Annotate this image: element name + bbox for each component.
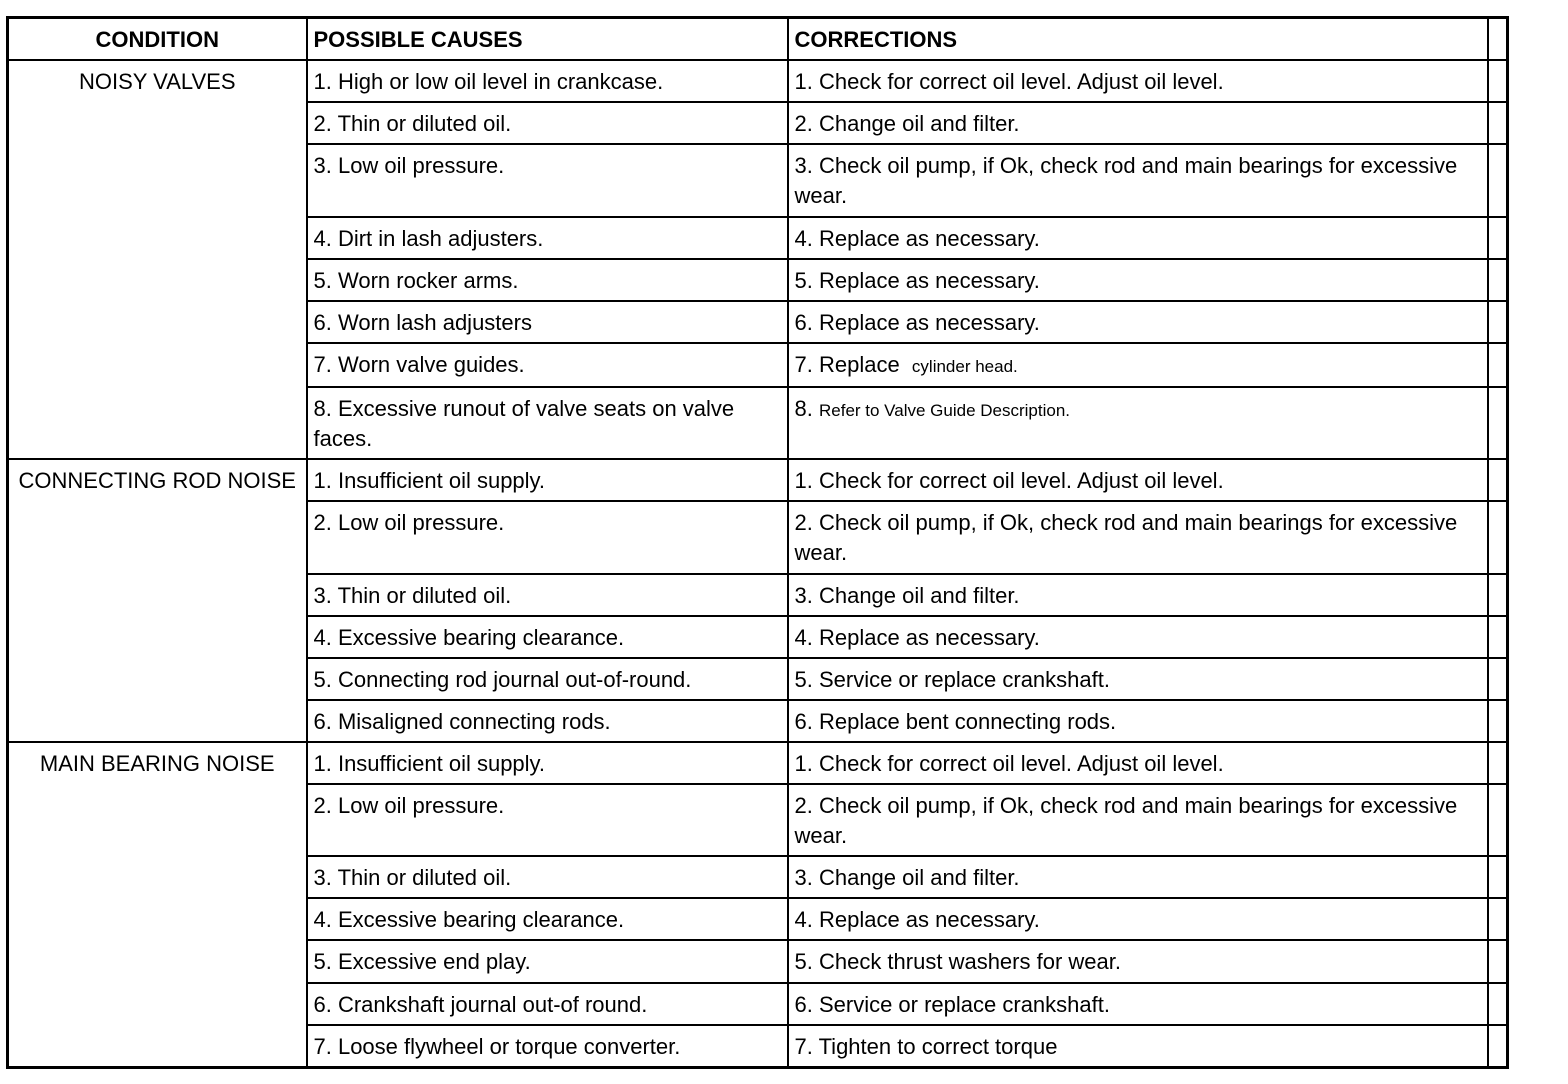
- spacer-cell: [1488, 259, 1508, 301]
- correction-prefix: 8.: [794, 395, 813, 421]
- correction-cell: 2. Check oil pump, if Ok, check rod and main bearings for excessive wear.: [788, 784, 1488, 856]
- correction-cell: 1. Check for correct oil level. Adjust oil level.: [788, 742, 1488, 784]
- spacer-cell: [1488, 60, 1508, 102]
- cause-cell: 7. Worn valve guides.: [307, 343, 788, 387]
- condition-main-bearing-noise: MAIN BEARING NOISE: [8, 742, 307, 1068]
- spacer-cell: [1488, 144, 1508, 216]
- cause-cell: 6. Misaligned connecting rods.: [307, 700, 788, 742]
- correction-cell: 6. Service or replace crankshaft.: [788, 983, 1488, 1025]
- spacer-cell: [1488, 301, 1508, 343]
- correction-cell: 3. Check oil pump, if Ok, check rod and main bearings for excessive wear.: [788, 144, 1488, 216]
- correction-cell: 6. Replace bent connecting rods.: [788, 700, 1488, 742]
- cause-cell: 1. Insufficient oil supply.: [307, 459, 788, 501]
- cause-cell: 2. Low oil pressure.: [307, 784, 788, 856]
- header-condition: CONDITION: [8, 18, 307, 61]
- correction-cell: 4. Replace as necessary.: [788, 217, 1488, 259]
- condition-noisy-valves: NOISY VALVES: [8, 60, 307, 459]
- spacer-cell: [1488, 856, 1508, 898]
- correction-cell: 1. Check for correct oil level. Adjust oil level.: [788, 60, 1488, 102]
- diagnosis-table: [6, 16, 1509, 1069]
- header-causes: POSSIBLE CAUSES: [307, 18, 788, 61]
- cause-cell: 5. Worn rocker arms.: [307, 259, 788, 301]
- cause-cell: 3. Thin or diluted oil.: [307, 574, 788, 616]
- cause-cell: 5. Excessive end play.: [307, 940, 788, 982]
- cause-cell: 4. Excessive bearing clearance.: [307, 898, 788, 940]
- correction-cell: 2. Check oil pump, if Ok, check rod and main bearings for excessive wear.: [788, 501, 1488, 573]
- cause-cell: 2. Thin or diluted oil.: [307, 102, 788, 144]
- spacer-cell: [1488, 940, 1508, 982]
- spacer-cell: [1488, 898, 1508, 940]
- correction-cell: 6. Replace as necessary.: [788, 301, 1488, 343]
- cause-cell: 6. Worn lash adjusters: [307, 301, 788, 343]
- cause-cell: 7. Loose flywheel or torque converter.: [307, 1025, 788, 1068]
- spacer-cell: [1488, 387, 1508, 459]
- correction-cell: 3. Change oil and filter.: [788, 574, 1488, 616]
- table-row: [8, 742, 1508, 784]
- cause-cell: 3. Thin or diluted oil.: [307, 856, 788, 898]
- spacer-cell: [1488, 459, 1508, 501]
- correction-cell: 5. Replace as necessary.: [788, 259, 1488, 301]
- correction-cell: 4. Replace as necessary.: [788, 616, 1488, 658]
- spacer-cell: [1488, 102, 1508, 144]
- spacer-cell: [1488, 616, 1508, 658]
- correction-cell: [788, 343, 1488, 387]
- cause-cell: 6. Crankshaft journal out-of round.: [307, 983, 788, 1025]
- cause-cell: 1. Insufficient oil supply.: [307, 742, 788, 784]
- cause-cell: 3. Low oil pressure.: [307, 144, 788, 216]
- correction-cell: 7. Tighten to correct torque: [788, 1025, 1488, 1068]
- correction-cell: 5. Service or replace crankshaft.: [788, 658, 1488, 700]
- cause-cell: 5. Connecting rod journal out-of-round.: [307, 658, 788, 700]
- correction-cell: [788, 387, 1488, 459]
- correction-note: Refer to Valve Guide Description.: [818, 400, 1071, 420]
- spacer-cell: [1488, 983, 1508, 1025]
- header-row: [8, 18, 1508, 61]
- correction-prefix: 7. Replace: [794, 351, 900, 377]
- table-row: [8, 459, 1508, 501]
- spacer-cell: [1488, 700, 1508, 742]
- cause-cell: 4. Excessive bearing clearance.: [307, 616, 788, 658]
- spacer-cell: [1488, 574, 1508, 616]
- spacer-cell: [1488, 658, 1508, 700]
- correction-cell: 2. Change oil and filter.: [788, 102, 1488, 144]
- header-spacer: [1488, 18, 1508, 61]
- spacer-cell: [1488, 784, 1508, 856]
- spacer-cell: [1488, 217, 1508, 259]
- table-row: [8, 60, 1508, 102]
- condition-connecting-rod-noise: CONNECTING ROD NOISE: [8, 459, 307, 742]
- cause-cell: 4. Dirt in lash adjusters.: [307, 217, 788, 259]
- spacer-cell: [1488, 1025, 1508, 1068]
- cause-cell: 1. High or low oil level in crankcase.: [307, 60, 788, 102]
- correction-cell: 4. Replace as necessary.: [788, 898, 1488, 940]
- correction-cell: 5. Check thrust washers for wear.: [788, 940, 1488, 982]
- spacer-cell: [1488, 501, 1508, 573]
- cause-cell: 8. Excessive runout of valve seats on valve faces.: [307, 387, 788, 459]
- cause-cell: 2. Low oil pressure.: [307, 501, 788, 573]
- header-corrections: CORRECTIONS: [788, 18, 1488, 61]
- spacer-cell: [1488, 742, 1508, 784]
- correction-cell: 3. Change oil and filter.: [788, 856, 1488, 898]
- spacer-cell: [1488, 343, 1508, 387]
- correction-note: cylinder head.: [911, 356, 1018, 376]
- correction-cell: 1. Check for correct oil level. Adjust oil level.: [788, 459, 1488, 501]
